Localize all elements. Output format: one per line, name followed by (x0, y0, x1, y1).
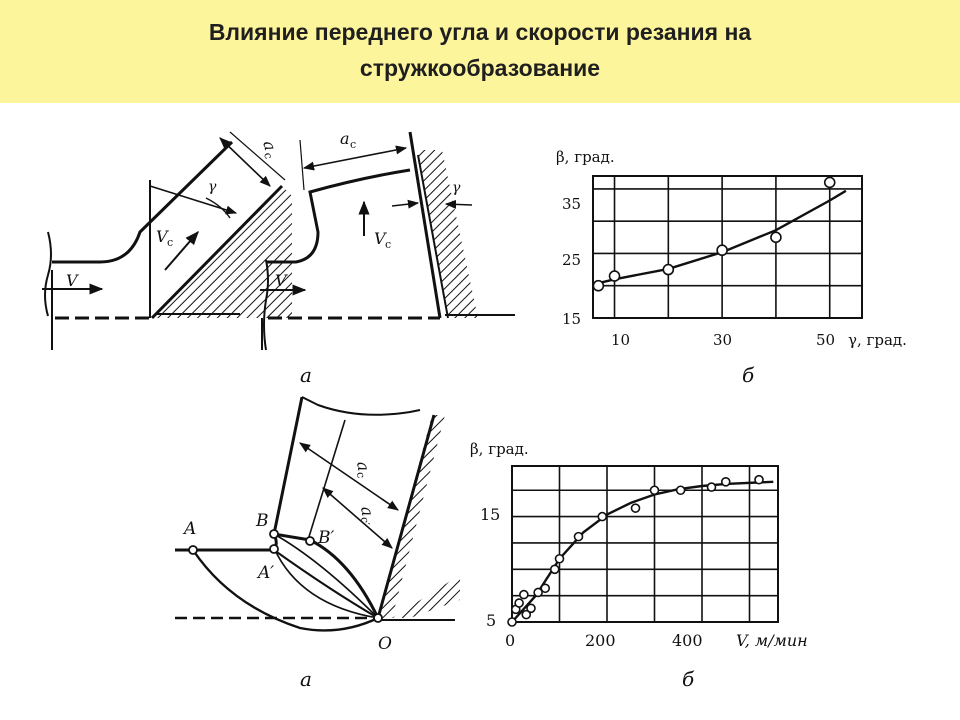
chart-bot-ylabel: β, град. (470, 440, 529, 458)
caption-a-top: а (300, 363, 312, 387)
tool-rake-face (378, 415, 434, 618)
top-left-diagram-b (260, 129, 515, 387)
chip-back-edge (274, 397, 302, 534)
data-point (717, 245, 727, 255)
chart-top-ytick-35: 35 (562, 195, 582, 213)
data-point (825, 177, 835, 187)
caption-a-bottom: а (300, 667, 312, 691)
top-left-diagram-a (42, 132, 292, 350)
trend-curve (512, 482, 773, 622)
point-A-prime (270, 545, 278, 553)
ac-arrow (300, 443, 398, 510)
data-point (663, 265, 673, 275)
chart-top-xtick-10: 10 (611, 331, 631, 349)
data-point (541, 584, 549, 592)
plot-frame (593, 176, 862, 318)
data-point (632, 504, 640, 512)
trend-curve (593, 191, 846, 285)
data-point (708, 483, 716, 491)
label-Vc: V (156, 227, 168, 246)
data-point (508, 618, 516, 626)
point-B (270, 530, 278, 538)
tool-hatch (152, 186, 292, 318)
point-A (189, 546, 197, 554)
data-point (598, 513, 606, 521)
chip-thickness-arrow (304, 148, 406, 168)
point-O (374, 614, 382, 622)
tool-hatch (378, 415, 445, 618)
label-ac-prime-sub: c′ (357, 515, 373, 527)
data-point (677, 486, 685, 494)
slide-title-line-2: стружкообразование (359, 55, 601, 81)
chart-bot-ytick-15: 15 (480, 505, 501, 524)
data-point (575, 533, 583, 541)
chart-bot-xtick-200: 200 (585, 631, 616, 650)
label-B-prime: B′ (318, 528, 335, 548)
data-point (771, 232, 781, 242)
label-ac-sub: c (350, 138, 357, 151)
label-gamma: γ (208, 179, 217, 195)
label-O: O (378, 634, 392, 654)
label-Vc: V (374, 229, 386, 248)
label-gamma: γ (452, 180, 461, 196)
data-point (593, 281, 603, 291)
plot-frame (512, 466, 778, 622)
data-point (755, 476, 763, 484)
label-ac-rotated: a (259, 138, 281, 153)
chip-top-edge (302, 397, 420, 415)
chart-top-xlabel: γ, град. (848, 331, 907, 349)
label-Vc-sub: c (167, 236, 174, 249)
caption-b-top: б (742, 363, 755, 387)
chart-top-xtick-50: 50 (816, 331, 836, 349)
label-ac-rotated-sub: c (261, 151, 276, 161)
chart-bot-grid (512, 466, 778, 622)
chart-top-points (593, 177, 834, 290)
caption-b-bottom: б (682, 667, 695, 691)
chart-bot-xtick-400: 400 (672, 631, 703, 650)
chart-top-xtick-30: 30 (713, 331, 733, 349)
slide-title-line-1: Влияние переднего угла и скорости резания на (208, 19, 752, 45)
label-Vc-sub: c (385, 238, 392, 251)
data-point (610, 271, 620, 281)
data-point (520, 591, 528, 599)
chart-bot-xlabel: V, м/мин (736, 631, 808, 650)
chart-beta-vs-velocity (470, 440, 808, 691)
chart-top-curve (593, 191, 846, 285)
data-point (556, 555, 564, 563)
data-point (651, 486, 659, 494)
point-B-prime (306, 537, 314, 545)
label-ac: a (340, 129, 350, 148)
label-ac-prime: a (357, 504, 378, 518)
label-V: V (275, 271, 287, 290)
bottom-left-diagram (175, 397, 460, 691)
chart-top-ytick-25: 25 (562, 251, 582, 269)
label-ac: a (353, 459, 374, 473)
chart-beta-vs-gamma (556, 148, 907, 387)
data-point (722, 478, 730, 486)
data-point (515, 599, 523, 607)
chart-bot-xtick-0: 0 (505, 631, 516, 650)
chart-bot-curve (512, 482, 773, 622)
label-A-prime: A′ (258, 563, 275, 583)
label-V: V (66, 271, 78, 290)
data-point (527, 604, 535, 612)
chart-top-grid (593, 176, 862, 318)
label-B: B (256, 511, 269, 531)
chart-bot-ytick-5: 5 (486, 611, 497, 630)
tool-hatch-lower (392, 575, 460, 618)
chart-top-ylabel: β, град. (556, 148, 615, 166)
chip-outer-contour (52, 142, 232, 262)
label-ac-sub: c (353, 470, 368, 480)
chart-top-ytick-15: 15 (562, 310, 582, 328)
chart-bot-points (508, 476, 763, 626)
data-point (551, 565, 559, 573)
label-A: A (184, 519, 197, 539)
